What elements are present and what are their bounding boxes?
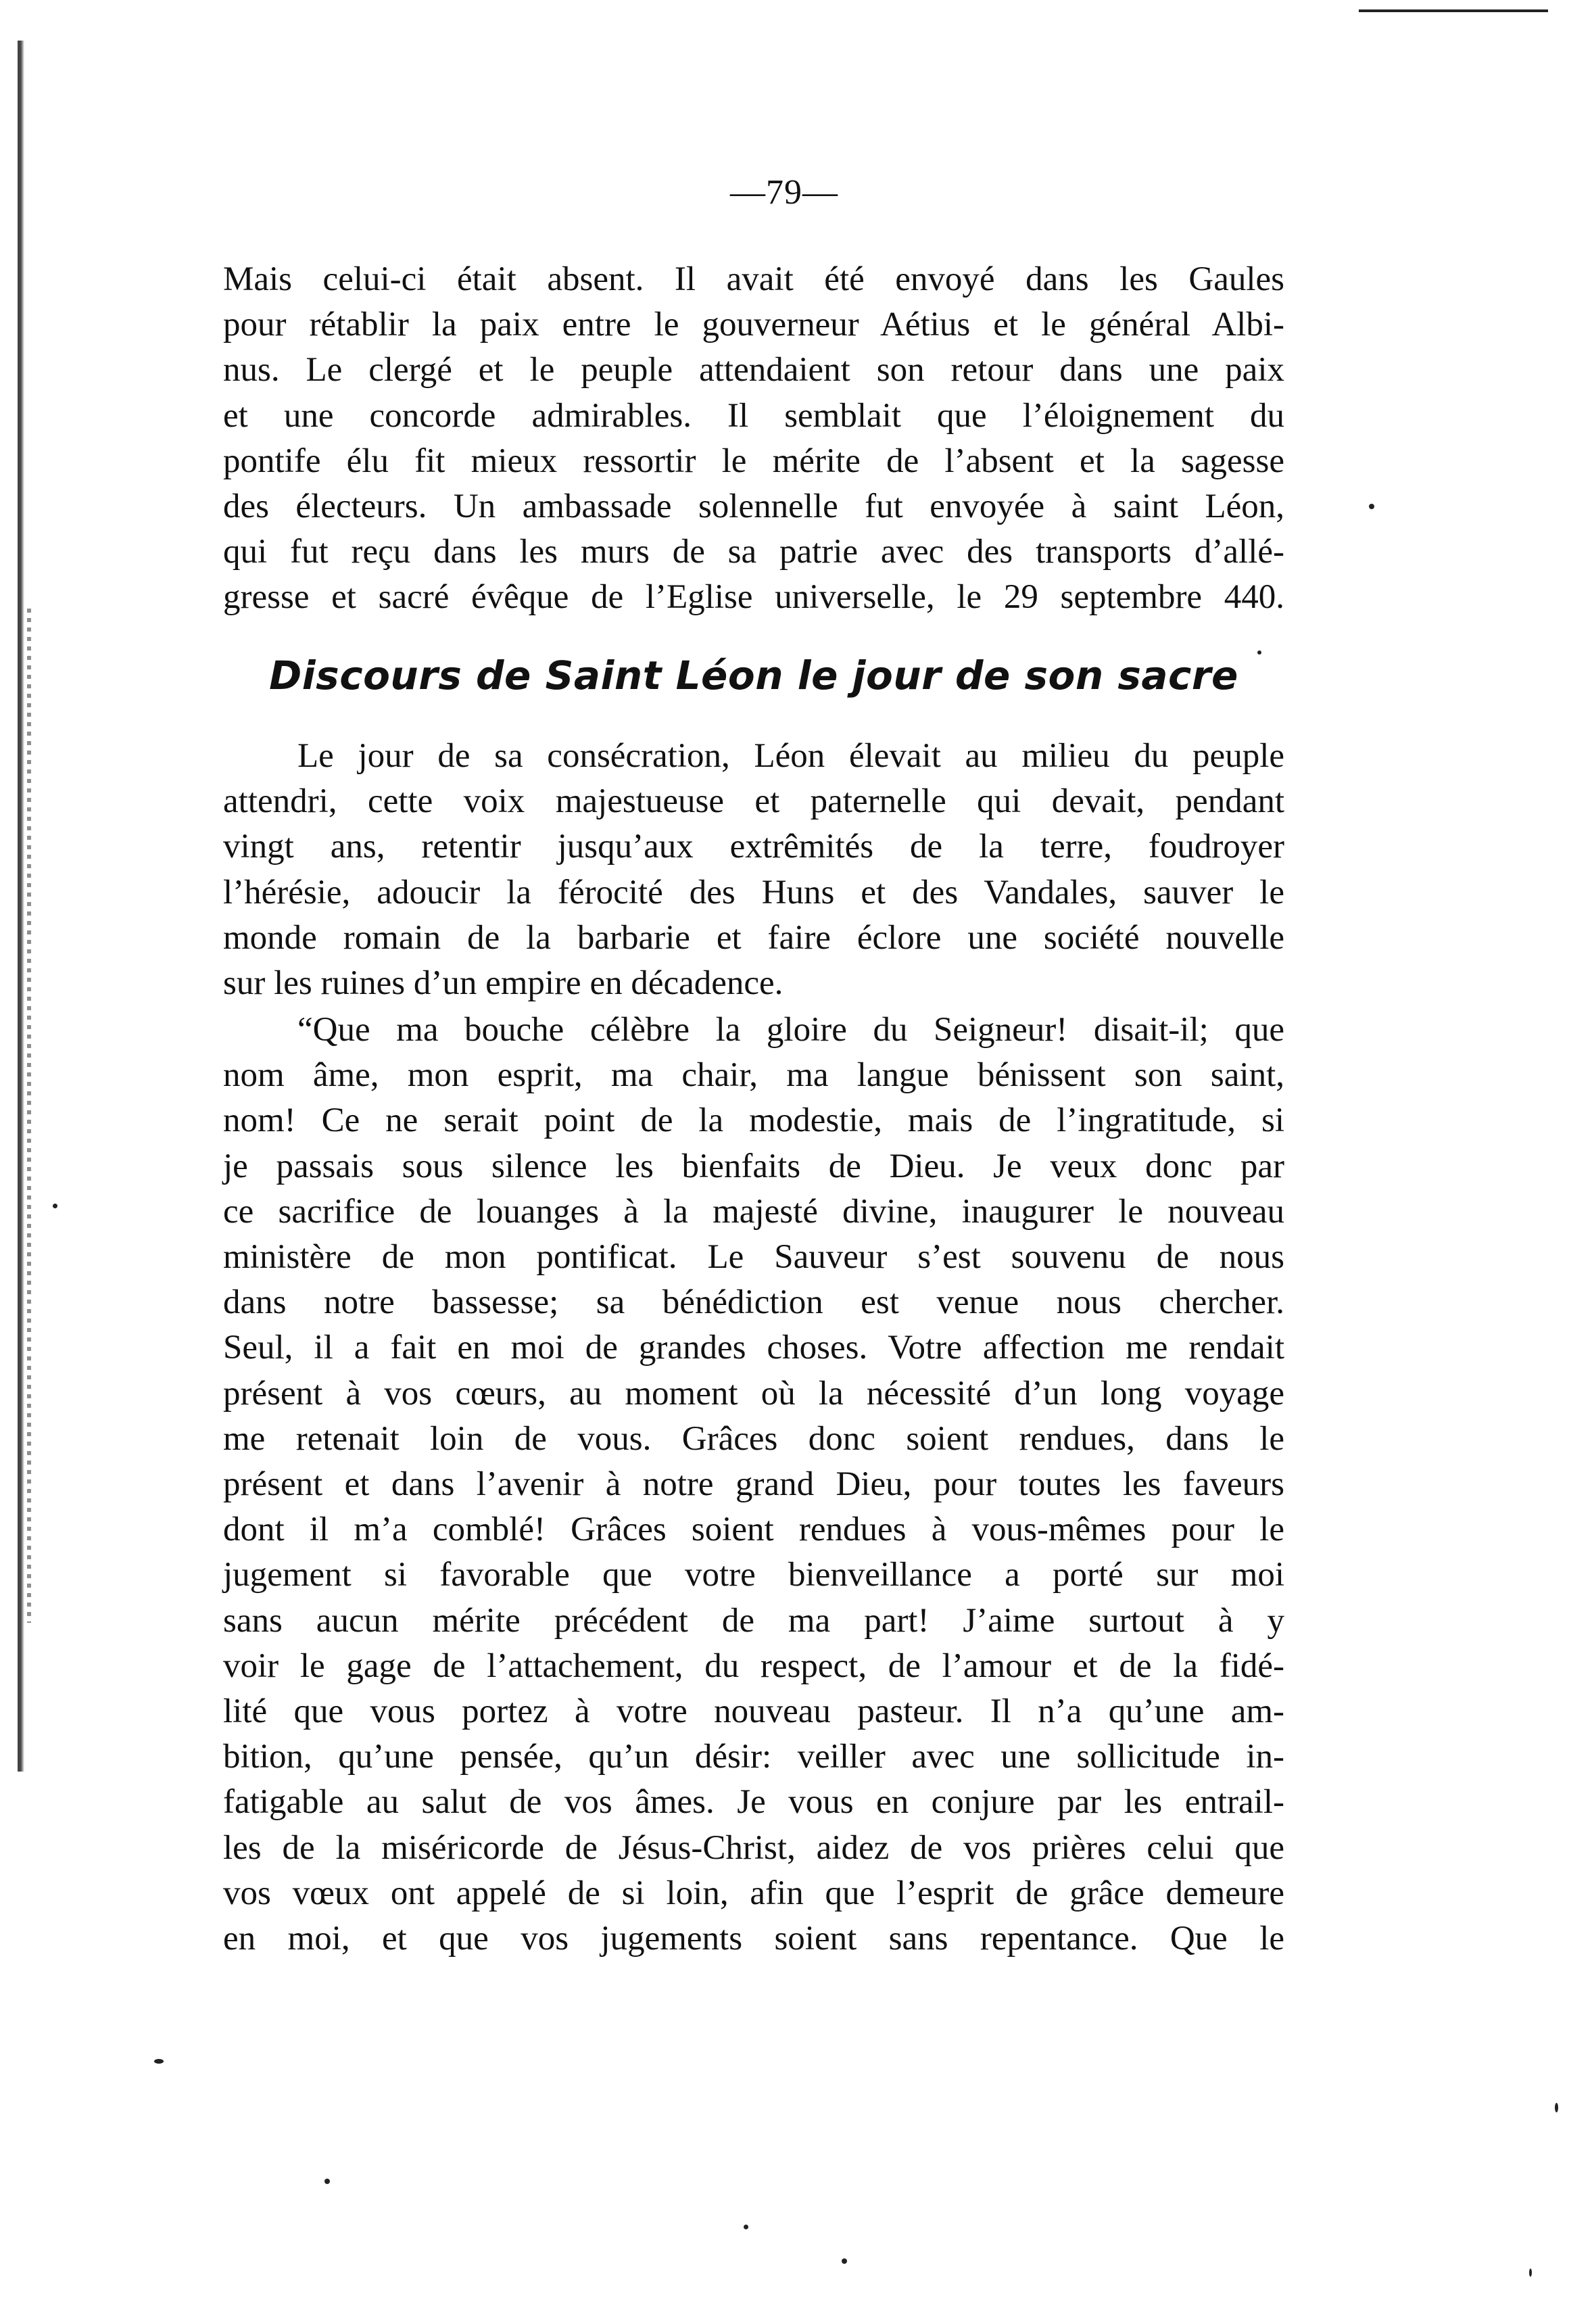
paragraph-consecration <box>223 734 1284 1006</box>
text-line: nom! Ce ne serait point de la modestie, mais de l’ingratitude, si <box>223 1101 1284 1140</box>
text-line: ministère de mon pontificat. Le Sauveur s’est souvenu de nous <box>223 1238 1284 1277</box>
text-line: bition, qu’une pensée, qu’un désir: veiller avec une sollicitude in- <box>223 1738 1284 1776</box>
text-line: présent à vos cœurs, au moment où la nécessité d’un long voyage <box>223 1374 1284 1413</box>
text-line: vos vœux ont appelé de si loin, afin que l’esprit de grâce demeure <box>223 1874 1284 1912</box>
text-line: en moi, et que vos jugements soient sans repentance. Que le <box>223 1920 1284 1958</box>
text-line: voir le gage de l’attachement, du respect, de l’amour et de la fidé- <box>223 1646 1284 1685</box>
text-line: les de la miséricorde de Jésus-Christ, aidez de vos prières celui que <box>223 1828 1284 1867</box>
text-line: ce sacrifice de louanges à la majesté divine, inaugurer le nouveau <box>223 1192 1284 1231</box>
text-line: monde romain de la barbarie et faire éclore une société nouvelle <box>223 918 1284 957</box>
text-line: des électeurs. Un ambassade solennelle fut envoyée à saint Léon, <box>223 488 1284 526</box>
text-line: gresse et sacré évêque de l’Eglise universelle, le 29 septembre 440. <box>223 578 1284 617</box>
text-line: nom âme, mon esprit, ma chair, ma langue bénissent son saint, <box>223 1056 1284 1095</box>
scan-speck <box>842 2258 847 2264</box>
text-line: l’hérésie, adoucir la férocité des Huns et des Vandales, sauver le <box>223 873 1284 911</box>
scan-speck <box>1529 2269 1532 2277</box>
scan-speck <box>1555 2103 1558 2112</box>
text-line: lité que vous portez à votre nouveau pasteur. Il n’a qu’une am- <box>223 1692 1284 1731</box>
text-line: sur les ruines d’un empire en décadence. <box>223 964 783 1003</box>
text-line: dans notre bassesse; sa bénédiction est venue nous chercher. <box>223 1283 1284 1322</box>
scan-speck <box>1369 504 1374 509</box>
page-binding-edge <box>18 41 24 1772</box>
text-line: et une concorde admirables. Il semblait que l’éloignement du <box>223 396 1284 435</box>
scan-speck <box>744 2225 748 2229</box>
text-line: pour rétablir la paix entre le gouverneur Aétius et le général Albi- <box>223 306 1284 344</box>
scan-speck <box>154 2059 164 2064</box>
page-number: —79— <box>730 173 838 212</box>
text-line: Seul, il a fait en moi de grandes choses. Votre affection me rendait <box>223 1329 1284 1367</box>
text-line: sans aucun mérite précédent de ma part! J’aime surtout à y <box>223 1601 1284 1640</box>
section-heading: Discours de Saint Léon le jour de son sacre <box>269 653 1238 698</box>
text-line: me retenait loin de vous. Grâces donc soient rendues, dans le <box>223 1419 1284 1458</box>
text-line: nus. Le clergé et le peuple attendaient son retour dans une paix <box>223 351 1284 389</box>
scan-speck <box>53 1204 57 1208</box>
text-line: vingt ans, retentir jusqu’aux extrêmités de la terre, foudroyer <box>223 828 1284 866</box>
text-line: Mais celui-ci était absent. Il avait été envoyé dans les Gaules <box>223 260 1284 298</box>
text-line: fatigable au salut de vos âmes. Je vous en conjure par les entrail- <box>223 1783 1284 1822</box>
paragraph-discourse <box>223 1007 1284 1962</box>
text-line: jugement si favorable que votre bienveillance a porté sur moi <box>223 1556 1284 1594</box>
scan-top-rule <box>1359 9 1548 12</box>
text-line: pontife élu fit mieux ressortir le mérite de l’absent et la sagesse <box>223 442 1284 480</box>
text-line: Le jour de sa consécration, Léon élevait au milieu du peuple <box>297 737 1284 775</box>
text-line: “Que ma bouche célèbre la gloire du Seigneur! disait-il; que <box>297 1011 1284 1049</box>
text-line: présent et dans l’avenir à notre grand Dieu, pour toutes les faveurs <box>223 1465 1284 1504</box>
text-line: qui fut reçu dans les murs de sa patrie avec des transports d’allé- <box>223 533 1284 571</box>
page-binding-shadow <box>27 609 31 1623</box>
paragraph-intro <box>223 257 1284 621</box>
text-line: attendri, cette voix majestueuse et paternelle qui devait, pendant <box>223 782 1284 821</box>
text-line: je passais sous silence les bienfaits de Dieu. Je veux donc par <box>223 1147 1284 1185</box>
text-line: dont il m’a comblé! Grâces soient rendues à vous-mêmes pour le <box>223 1511 1284 1549</box>
scan-speck <box>324 2179 330 2184</box>
